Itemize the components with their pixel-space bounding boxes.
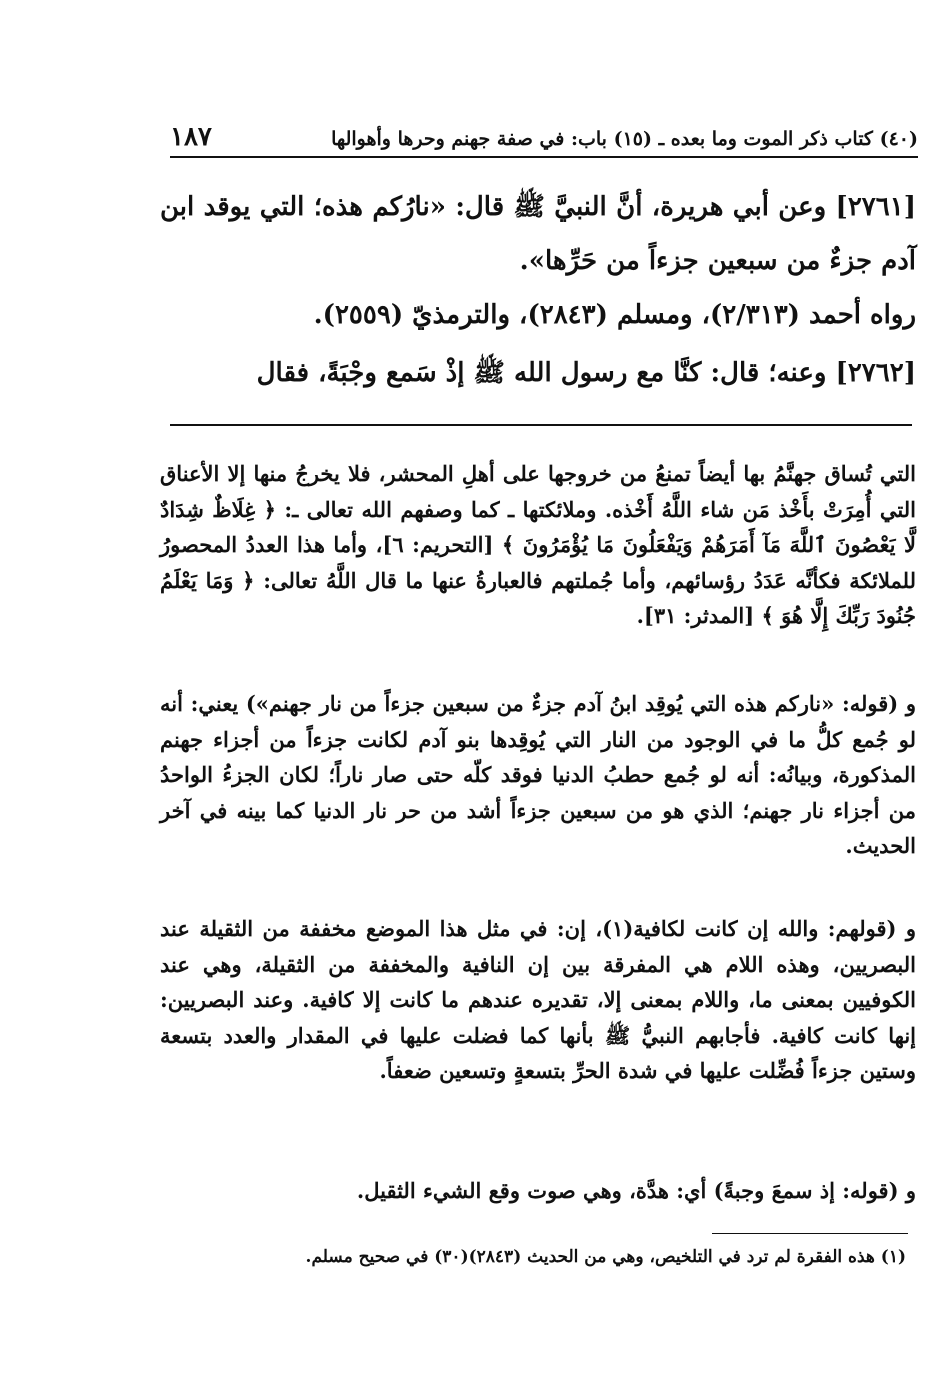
hadith-2762 [160, 346, 916, 400]
running-header [170, 112, 918, 158]
commentary-paragraph-1-text: التي تُساق جهنَّمُ بها أيضاً تمنعُ من خروجها على أهلِ المحشر، فلا يخرجُ منها إلا الأعناق التي أُمِرَتْ بأَخْذ مَن شاء اللَّهُ أَخْذه. وملائكتها ـ كما وصفهم الله تعالى ـ: ﴿ غِلَاظٌ شِدَادٌ لَّا يَعْصُونَ ٱللَّهَ مَآ أَمَرَهُمْ وَيَفْعَلُونَ مَا يُؤْمَرُونَ ﴾ [التحريم: ٦]، وأما هذا العددُ المحصورُ للملائكة فكأنَّه عَدَدُ رؤسائهم، وأما جُملتهم فالعبارةُ عنها ما قال اللَّهُ تعالى: ﴿ وَمَا يَعْلَمُ جُنُودَ رَبِّكَ إِلَّا هُوَ ﴾ [المدثر: ٣١]. [160, 461, 916, 628]
commentary-paragraph-2-text: و (قوله: «ناركم هذه التي يُوقِد ابنُ آدم جزءٌ من سبعين جزءاً من نار جهنم») يعني: أنه لو جُمع كلُّ ما في الوجود من النار التي يُوقِدها بنو آدم لكانت جزءاً من أجزاء جهنم المذكورة، وبيانُه: أنه لو جُمع حطبُ الدنيا فوقد كلّه حتى صار ناراً؛ لكان الجزءُ الواحدُ من أجزاء نار جهنم؛ الذي هو من سبعين جزءاً أشد من حر نار الدنيا كما بينه في آخر الحديث. [160, 691, 916, 858]
page-number: ١٨٧ [170, 122, 212, 152]
footnote: (١) هذه الفقرة لم ترد في التلخيص، وهي من الحديث (٢٨٤٣)(٣٠) في صحيح مسلم. [305, 1247, 906, 1267]
commentary-paragraph-3-text: و (قولهم: والله إن كانت لكافية(١)، إن: في مثل هذا الموضع مخففة من الثقيلة عند البصريين، وهذه اللام هي المفرقة بين إن النافية والمخففة من الثقيلة، وهي عند الكوفيين بمعنى ما، واللام بمعنى إلا، تقديره عندهم ما كانت إلا كافية. وعند البصريين: إنها كانت كافية. فأجابهم النبيُّ ﷺ بأنها كما فضلت عليها في المقدار والعدد بتسعة وستين جزءاً فُضِّلت عليها في شدة الحرِّ بتسعةٍ وتسعين ضعفاً. [160, 916, 917, 1083]
hadith-source-text: رواه أحمد (٢/٣١٣)، ومسلم (٢٨٤٣)، والترمذيّ (٢٥٥٩). [313, 300, 916, 330]
footnote-rule [712, 1233, 908, 1234]
hadith-2762-text: [٢٧٦٢] وعنه؛ قال: كنَّا مع رسول الله ﷺ إذْ سَمع وجْبَةً، فقال [256, 358, 916, 388]
commentary-paragraph-4-text: و (قوله: إذ سمعَ وجبةً) أي: هدَّة، وهي صوت وقع الشيء الثقيل. [356, 1178, 916, 1203]
hadith-2761-text: [٢٧٦١] وعن أبي هريرة، أنَّ النبيَّ ﷺ قال: «نارُكم هذه؛ التي يوقد ابن آدم جزءٌ من سبعين جزءاً من حَرِّها». [160, 192, 916, 276]
header-title: (٤٠) كتاب ذكر الموت وما بعده ـ (١٥) باب: في صفة جهنم وحرها وأهوالها [331, 128, 918, 150]
commentary-paragraph-3 [160, 911, 916, 1089]
commentary-paragraph-4 [160, 1173, 916, 1209]
hadith-2761 [160, 180, 916, 288]
commentary-paragraph-2 [160, 686, 916, 864]
section-divider [170, 424, 912, 426]
hadith-source [160, 288, 916, 342]
commentary-paragraph-1 [160, 456, 916, 634]
